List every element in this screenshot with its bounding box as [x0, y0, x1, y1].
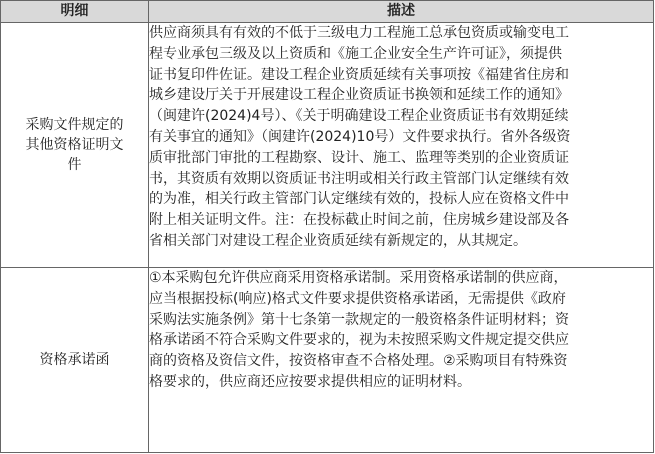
header-detail: 明细: [1, 1, 149, 23]
desc-line: 商的资格及资信文件，按资格审查不合格处理。②采购项目有特殊资: [149, 353, 568, 370]
desc-line: （闽建许(2024)4号）、《关于明确建设工程企业资质证书有效期延续: [149, 108, 569, 125]
desc-line: 采购法实施条例》第十七条第一款规定的一般资格条件证明材料；资: [149, 311, 569, 328]
desc-line: 书，其资质有效期以资质证书注明或相关行政主管部门认定继续有效: [149, 170, 569, 187]
desc-line: 供应商须具有有效的不低于三级电力工程施工总承包资质或输变电工: [149, 25, 569, 41]
desc-line: 格承诺函不符合采购文件要求的，视为未按照采购文件规定提交供应: [149, 332, 569, 349]
desc-line: 质审批部门审批的工程勘察、设计、施工、监理等类别的企业资质证: [149, 149, 569, 166]
desc-line: 证书复印件佐证。建设工程企业资质延续有关事项按《福建省住房和: [149, 66, 569, 83]
row-label-line: 其他资格证明文: [25, 137, 124, 153]
desc-line: 城乡建设厅关于开展建设工程企业资质证书换领和延续工作的通知》: [149, 87, 569, 104]
desc-line: 的为准，相关行政主管部门认定继续有效的，投标人应在资格文件中: [149, 191, 569, 208]
desc-line: 格要求的，供应商还应按要求提供相应的证明材料。: [149, 373, 471, 390]
row-label-line: 采购文件规定的: [25, 117, 124, 133]
desc-line: ①本采购包允许供应商采用资格承诺制。采用资格承诺制的供应商，: [149, 270, 568, 286]
desc-line: 应当根据投标(响应)格式文件要求提供资格承诺函，无需提供《政府: [149, 290, 566, 307]
desc-line: 省相关部门对建设工程企业资质延续有新规定的，从其规定。: [149, 232, 527, 249]
desc-line: 程专业承包三级及以上资质和《施工企业安全生产许可证》，须提供: [149, 45, 562, 62]
row-label: [1, 268, 149, 453]
table-row: [1, 23, 654, 268]
row-label-line: 件: [67, 157, 82, 173]
row-label: [1, 23, 149, 268]
desc-line: 有关事宜的通知》（闽建许(2024)10号）文件要求执行。省外各级资: [149, 128, 571, 145]
table-row: [1, 268, 654, 453]
desc-line: 附上相关证明文件。注：在投标截止时间之前，住房城乡建设部及各: [149, 212, 569, 229]
row-description: [149, 23, 654, 268]
header-description: 描述: [149, 1, 654, 23]
row-label-line: 资格承诺函: [39, 352, 110, 368]
header-row: [1, 1, 654, 23]
row-description: [149, 268, 654, 453]
